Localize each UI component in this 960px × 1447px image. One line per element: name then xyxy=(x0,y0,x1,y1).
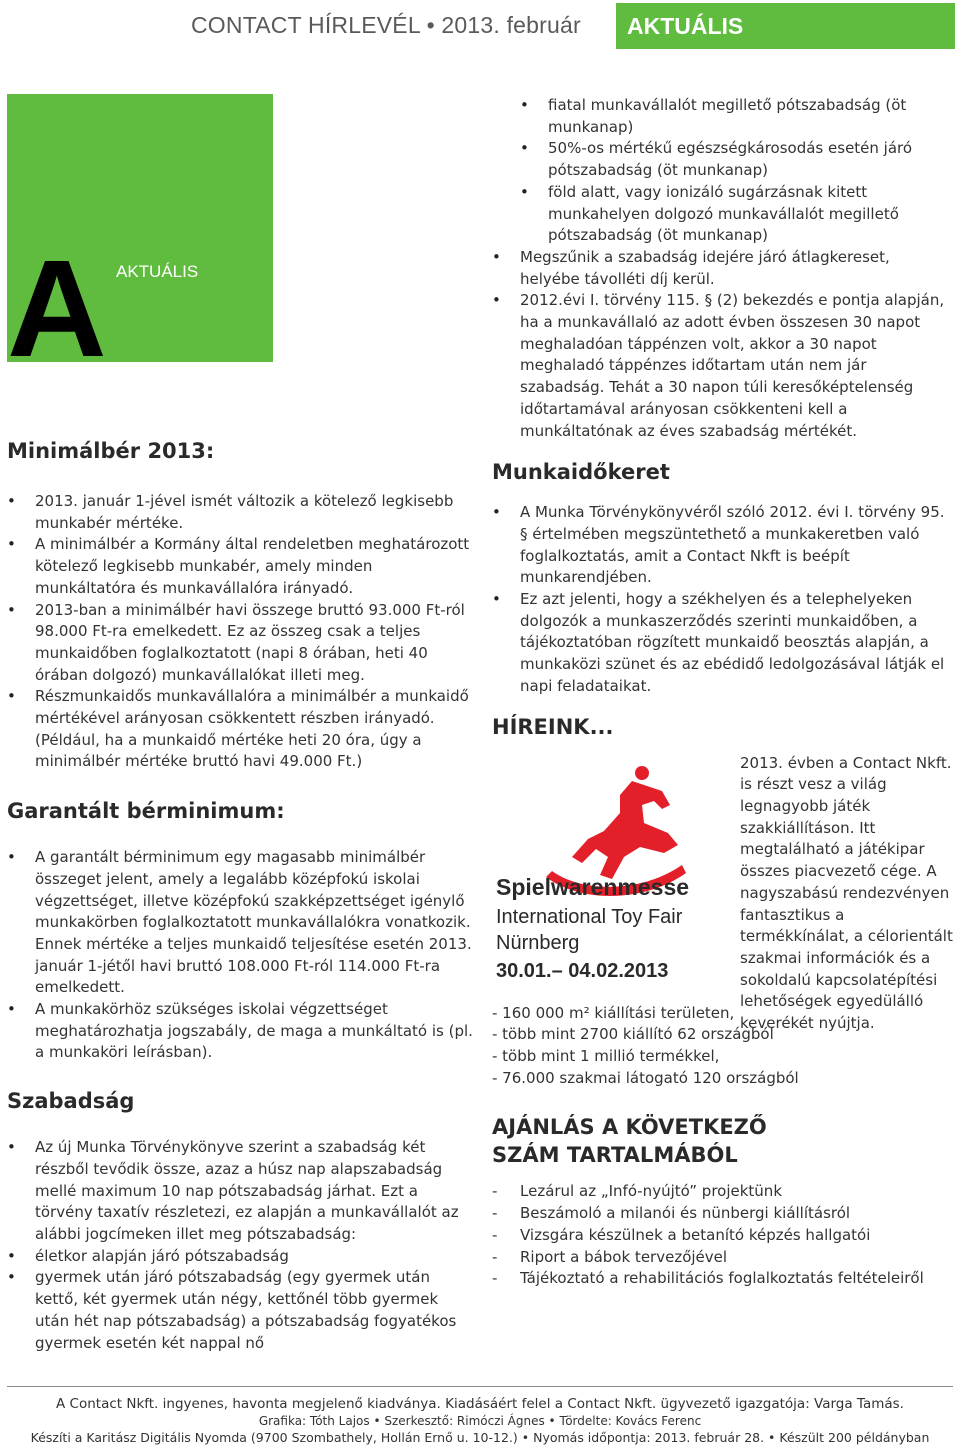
left-column xyxy=(7,437,473,1354)
szabadsag-list xyxy=(7,1137,473,1246)
footer-publisher: A Contact Nkft. ingyenes, havonta megjelenő kiadványa. Kiadásáért felel a Contact Nkft. ügyvezető igazgatója: Varga Tamás. xyxy=(56,1396,904,1412)
footer-divider xyxy=(7,1386,953,1387)
list-item: • Részmunkaidős munkavállalóra a minimálbér a munkaidő mértékével arányosan csökkentett részben irányadó. (Például, ha a munkaidő mértéke heti 20 óra, úgy a minimálbér mértéke bruttó havi 49.000 Ft.) xyxy=(7,686,473,773)
list-item: - Riport a bábok tervezőjével xyxy=(492,1247,952,1269)
list-item: - Lezárul az „Infó-nyújtó” projektünk xyxy=(492,1181,952,1203)
logo-line-3: Nürnberg xyxy=(496,931,580,954)
footer-credits: Grafika: Tóth Lajos • Szerkesztő: Rimóczi Ágnes • Tördelte: Kovács Ferenc xyxy=(258,1414,702,1428)
list-item: • 2012.évi I. törvény 115. § (2) bekezdés e pontja alapján, ha a munkavállaló az adott évben összesen 30 napot meghaladóan táppénzen volt, akkor a 30 napot meghaladó táppénzes időtartam után nem jár szabadság. Tehát a 30 napon túli keresőképtelenség időtartamával arányosan csökkenteni kell a munkáltatónak az éves szabadság mértékét. xyxy=(492,290,952,442)
list-item: • A garantált bérminimum egy magasabb minimálbér összeget jelent, amely a legalább középfokú iskolai végzettséget, illetve középfokú szakképzettséget igénylő munkakörben foglalkoztatott munkavállalókra vonatkozik. Ennek mértéke a teljes munkaidő teljesítése esetén 2013. január 1-jétől havi bruttó 108.000 Ft-ról 114.000 Ft-ra emelkedett. xyxy=(7,847,473,999)
list-item: • fiatal munkavállalót megillető pótszabadság (öt munkanap) xyxy=(520,95,952,138)
minimalber-list xyxy=(7,491,473,773)
szabadsag-notes xyxy=(492,247,952,442)
hero-label: AKTUÁLIS xyxy=(116,262,199,281)
list-item: - több mint 2700 kiállító 62 országból xyxy=(492,1025,774,1044)
munkaidokeret-list xyxy=(492,502,952,697)
szabadsag-title: Szabadság xyxy=(7,1089,135,1114)
logo-line-4: 30.01.– 04.02.2013 xyxy=(496,959,669,982)
hero-block xyxy=(7,94,273,362)
list-item: - Tájékoztató a rehabilitációs foglalkoztatás feltételeiről xyxy=(492,1268,952,1290)
newsletter-title: CONTACT HÍRLEVÉL • 2013. február xyxy=(191,12,581,38)
garantalt-title: Garantált bérminimum: xyxy=(7,799,285,824)
list-item: - 160 000 m² kiállítási területen, xyxy=(492,1003,735,1022)
list-item: • életkor alapján járó pótszabadság xyxy=(7,1246,473,1268)
list-item: • föld alatt, vagy ionizáló sugárzásnak kitett munkahelyen dolgozó munkavállalót megillető pótszabadság (öt munkanap) xyxy=(520,182,952,247)
szabadsag-intro: Az új Munka Törvénykönyve szerint a szabadság két részből tevődik össze, azaz a húsz nap alapszabadság mellé maximum 10 nap pótszabadság járhat. Ezt a törvény taxatív részletezi, ez alapján a munkavállalót az alábbi jogcímeken illet meg pótszabadság: xyxy=(35,1138,459,1243)
list-item: • A minimálbér a Kormány által rendeletben meghatározott kötelező legkisebb munkabér, amely minden munkáltatóra és munkavállalóra irányadó. xyxy=(7,534,473,599)
munkaidokeret-title: Munkaidőkeret xyxy=(492,460,670,485)
ajanlas-list xyxy=(492,1181,952,1290)
list-item: • gyermek után járó pótszabadság (egy gyermek után kettő, két gyermek után négy, kettőnél több gyermek után hét nap pótszabadság) a pótszabadság fogyatékos gyermek esetén két nappal nő xyxy=(7,1267,473,1354)
news-text: 2013. évben a Contact Nkft. is részt vesz a világ legnagyobb játék szakkiállításon. Itt megtalálható a játékipar összes piacvezető cége. A nagyszabású rendezvényen fantasztikus a termékkínálat, a célorientált szakmai információk és a sokoldalú kapcsolatépítési lehetőségek egyedülálló keverékét nyújtja. xyxy=(740,753,953,1033)
right-column xyxy=(492,95,952,1290)
list-item: • Megszűnik a szabadság idejére járó átlagkereset, helyébe távolléti díj kerül. xyxy=(492,247,952,290)
list-item: - Beszámoló a milanói és nünbergi kiállításról xyxy=(492,1203,952,1225)
garantalt-list xyxy=(7,847,473,1064)
potszabadsag-list-right xyxy=(492,95,952,247)
ajanlas-title: AJÁNLÁS A KÖVETKEZŐ SZÁM TARTALMÁBÓL xyxy=(492,1115,767,1168)
list-item: • 2013. január 1-jével ismét változik a kötelező legkisebb munkabér mértéke. xyxy=(7,491,473,534)
list-item: - 76.000 szakmai látogató 120 országból xyxy=(492,1068,799,1087)
list-item: • 2013-ban a minimálbér havi összege bruttó 93.000 Ft-ról 98.000 Ft-ra emelkedett. Ez az összeg csak a teljes munkaidőben foglalkoztatott (napi 8 órában, heti 40 órában dolgozó) munkavállalókat illeti meg. xyxy=(7,600,473,687)
list-item xyxy=(7,1137,473,1246)
minimalber-title: Minimálbér 2013: xyxy=(7,439,215,463)
section-tab: AKTUÁLIS xyxy=(616,3,955,49)
footer-printing: Készíti a Karitász Digitális Nyomda (9700 Szombathely, Hollán Ernő u. 10-12.) • Nyomás időpontja: 2013. február 28. • Készült 200 példányban xyxy=(30,1430,930,1445)
potszabadsag-list-left xyxy=(7,1246,473,1355)
list-item: - több mint 1 millió termékkel, xyxy=(492,1046,720,1065)
list-item: • 50%-os mértékű egészségkárosodás esetén járó pótszabadság (öt munkanap) xyxy=(520,138,952,181)
list-item: • Ez azt jelenti, hogy a székhelyen és a telephelyeken dolgozók a munkaszerződés szerinti munkaidőben, a tájékoztatóban rögzített munkaidő beosztás alapján, a munkaközi szünet és az ebédidő ledolgozásával látják el napi feladataikat. xyxy=(492,589,952,698)
hero-letter: A xyxy=(7,232,107,362)
logo-line-2: International Toy Fair xyxy=(496,905,683,928)
list-item: • A munkakörhöz szükséges iskolai végzettséget meghatározhatja jogszabály, de maga a munkáltató is (pl. a munkaköri leírásban). xyxy=(7,999,473,1064)
toy-fair-logo xyxy=(492,753,722,993)
hireink-title: HÍREINK... xyxy=(492,714,614,739)
list-item: • A Munka Törvénykönyvéről szóló 2012. évi I. törvény 95. § értelmében megszüntethető a munkakeretben való foglalkoztatás, amit a Contact Nkft is beépít munkarendjében. xyxy=(492,502,952,589)
list-item: - Vizsgára készülnek a betanító képzés hallgatói xyxy=(492,1225,952,1247)
logo-line-1: Spielwarenmesse xyxy=(496,873,690,900)
